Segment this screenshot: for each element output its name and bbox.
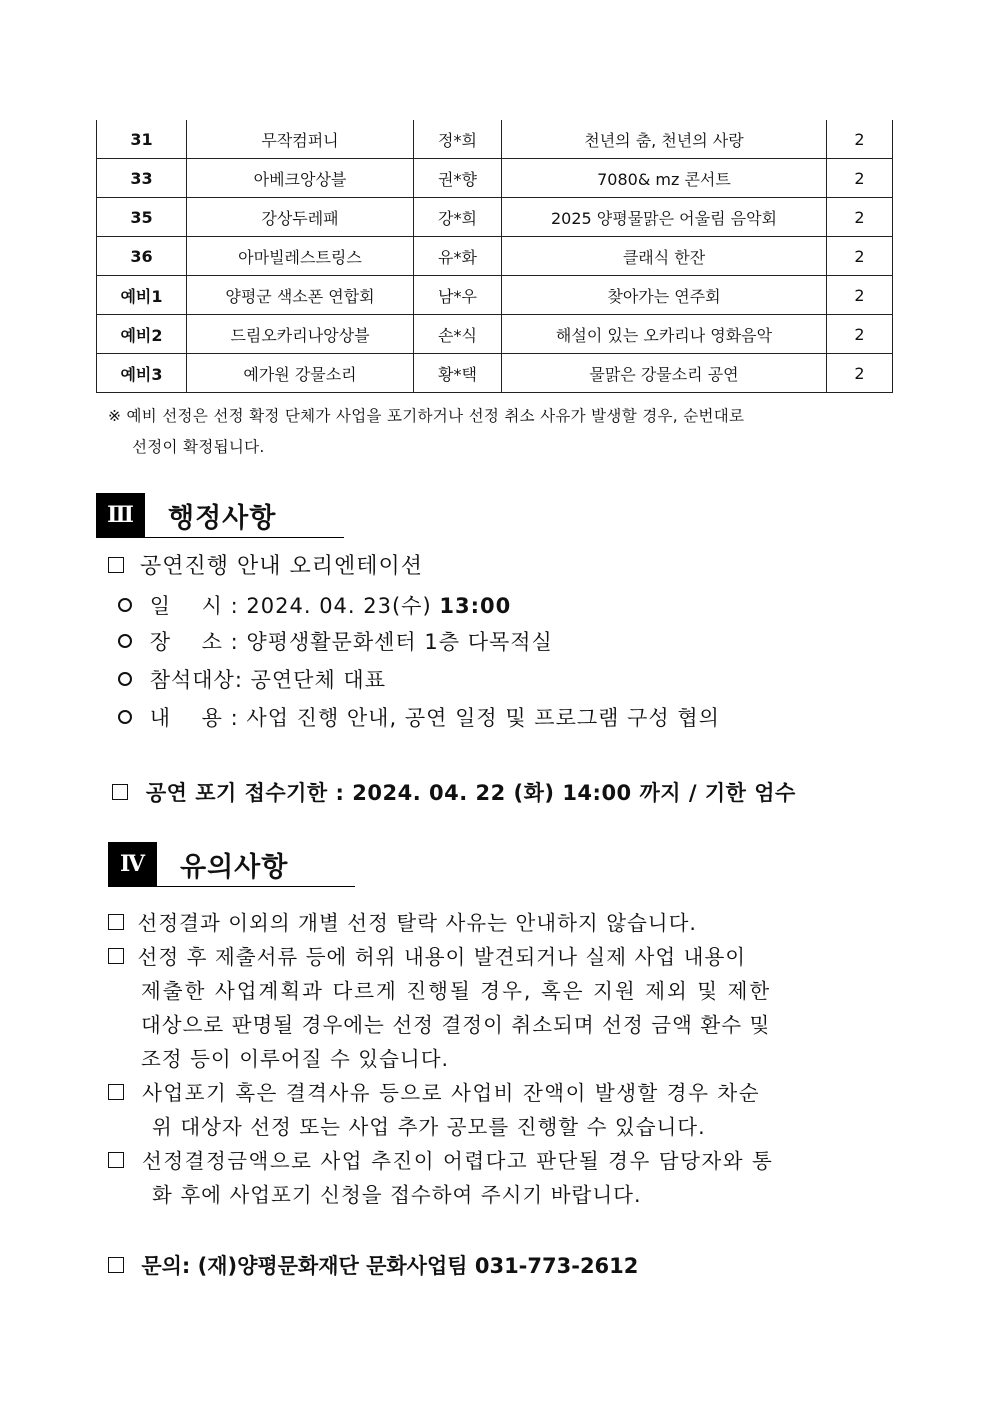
item-sep: : — [222, 594, 247, 618]
orientation-item-place — [118, 626, 553, 656]
notice-3-line-2: 위 대상자 선정 또는 사업 추가 공모를 진행할 수 있습니다. — [152, 1115, 706, 1139]
circle-bullet-icon — [118, 710, 132, 724]
note-line-2: 선정이 확정됩니다. — [132, 438, 265, 456]
orientation-item-content — [118, 702, 720, 732]
table-row — [97, 354, 893, 393]
cell-number: 33 — [97, 159, 187, 198]
section-4-number: Ⅳ — [108, 842, 157, 886]
cell-count: 2 — [827, 159, 893, 198]
contact-text: 문의: (재)양평문화재단 문화사업팀 031-773-2612 — [141, 1254, 639, 1278]
circle-bullet-icon — [118, 598, 132, 612]
item-sep: : — [222, 630, 247, 654]
item-value-bold: 13:00 — [439, 594, 512, 618]
item-value: 2024. 04. 23(수) — [246, 594, 440, 618]
notice-2-line-1 — [108, 940, 746, 970]
checkbox-square-icon — [112, 784, 128, 800]
cell-representative: 손*식 — [414, 315, 502, 354]
cell-representative: 강*희 — [414, 198, 502, 237]
cell-number: 36 — [97, 237, 187, 276]
cell-program: 2025 양평물맑은 어울림 음악회 — [502, 198, 827, 237]
cell-count: 2 — [827, 198, 893, 237]
checkbox-square-icon — [108, 1257, 124, 1273]
table-row — [97, 276, 893, 315]
cancel-deadline — [112, 777, 796, 807]
cell-program: 7080& mz 콘서트 — [502, 159, 827, 198]
orientation-item-attendees — [118, 664, 386, 694]
section-4-title: 유의사항 — [180, 852, 289, 883]
cell-count: 2 — [827, 120, 893, 159]
cell-program: 해설이 있는 오카리나 영화음악 — [502, 315, 827, 354]
checkbox-square-icon — [108, 948, 124, 964]
circle-bullet-icon — [118, 634, 132, 648]
selection-table — [96, 120, 893, 393]
section-4-underline — [108, 886, 355, 887]
cell-team: 아마빌레스트링스 — [187, 237, 414, 276]
table-row — [97, 159, 893, 198]
cell-program: 천년의 춤, 천년의 사랑 — [502, 120, 827, 159]
cell-number: 예비1 — [97, 276, 187, 315]
section-3-header — [96, 493, 344, 537]
reserve-note — [108, 401, 744, 463]
checkbox-square-icon — [108, 557, 124, 573]
contact-info — [108, 1250, 638, 1280]
checkbox-square-icon — [108, 1084, 124, 1100]
cell-program: 클래식 한잔 — [502, 237, 827, 276]
cell-count: 2 — [827, 315, 893, 354]
notice-2-line-3: 대상으로 판명될 경우에는 선정 결정이 취소되며 선정 금액 환수 및 — [141, 1013, 771, 1037]
notice-4-line-1 — [108, 1144, 773, 1174]
section-3-title: 행정사항 — [168, 503, 277, 534]
orientation-title: 공연진행 안내 오리엔테이션 — [140, 554, 424, 579]
item-value: 공연단체 대표 — [250, 668, 387, 692]
notice-2-line-2: 제출한 사업계획과 다르게 진행될 경우, 혹은 지원 제외 및 제한 — [141, 979, 772, 1003]
cell-program: 찾아가는 연주회 — [502, 276, 827, 315]
item-label: 참석대상 — [149, 668, 235, 692]
orientation-heading — [108, 549, 423, 580]
cell-count: 2 — [827, 237, 893, 276]
deadline-text: 공연 포기 접수기한 : 2024. 04. 22 (화) 14:00 까지 / 기한 엄수 — [145, 781, 796, 805]
cell-program: 물맑은 강물소리 공연 — [502, 354, 827, 393]
cell-team: 양평군 색소폰 연합회 — [187, 276, 414, 315]
cell-team: 강상두레패 — [187, 198, 414, 237]
section-3-number: Ⅲ — [96, 493, 145, 537]
table-row — [97, 237, 893, 276]
cell-count: 2 — [827, 276, 893, 315]
orientation-item-date — [118, 590, 511, 620]
notice-3-text-1: 사업포기 혹은 결격사유 등으로 사업비 잔액이 발생할 경우 차순 — [142, 1081, 761, 1105]
cell-team: 드림오카리나앙상블 — [187, 315, 414, 354]
cell-team: 아베크앙상블 — [187, 159, 414, 198]
notice-2-line-4: 조정 등이 이루어질 수 있습니다. — [141, 1047, 450, 1071]
section-3-underline — [96, 537, 344, 538]
item-value: 사업 진행 안내, 공연 일정 및 프로그램 구성 협의 — [246, 706, 720, 730]
table-row — [97, 198, 893, 237]
item-label: 일 시 — [149, 594, 223, 618]
table-row — [97, 120, 893, 159]
cell-team: 예가원 강물소리 — [187, 354, 414, 393]
cell-representative: 정*희 — [414, 120, 502, 159]
cell-team: 무작컴퍼니 — [187, 120, 414, 159]
notice-3-line-1 — [108, 1076, 760, 1106]
notice-4-line-2: 화 후에 사업포기 신청을 접수하여 주시기 바랍니다. — [152, 1183, 642, 1207]
notice-1 — [108, 906, 697, 936]
cell-number: 예비3 — [97, 354, 187, 393]
cell-representative: 황*택 — [414, 354, 502, 393]
item-label: 내 용 — [149, 706, 223, 730]
cell-count: 2 — [827, 354, 893, 393]
cell-number: 35 — [97, 198, 187, 237]
table-row — [97, 315, 893, 354]
item-value: 양평생활문화센터 1층 다목적실 — [246, 630, 553, 654]
item-label: 장 소 — [149, 630, 223, 654]
item-sep: : — [222, 706, 247, 730]
circle-bullet-icon — [118, 672, 132, 686]
notice-4-text-1: 선정결정금액으로 사업 추진이 어렵다고 판단될 경우 담당자와 통 — [142, 1149, 774, 1173]
checkbox-square-icon — [108, 914, 124, 930]
section-4-header — [108, 842, 356, 886]
notice-2-text-1: 선정 후 제출서류 등에 허위 내용이 발견되거나 실제 사업 내용이 — [137, 945, 747, 969]
cell-number: 예비2 — [97, 315, 187, 354]
cell-number: 31 — [97, 120, 187, 159]
cell-representative: 유*화 — [414, 237, 502, 276]
item-sep: : — [234, 668, 251, 692]
cell-representative: 남*우 — [414, 276, 502, 315]
notice-1-text: 선정결과 이외의 개별 선정 탈락 사유는 안내하지 않습니다. — [137, 911, 697, 935]
checkbox-square-icon — [108, 1152, 124, 1168]
cell-representative: 권*향 — [414, 159, 502, 198]
note-line-1: ※ 예비 선정은 선정 확정 단체가 사업을 포기하거나 선정 취소 사유가 발생할 경우, 순번대로 — [108, 407, 745, 425]
